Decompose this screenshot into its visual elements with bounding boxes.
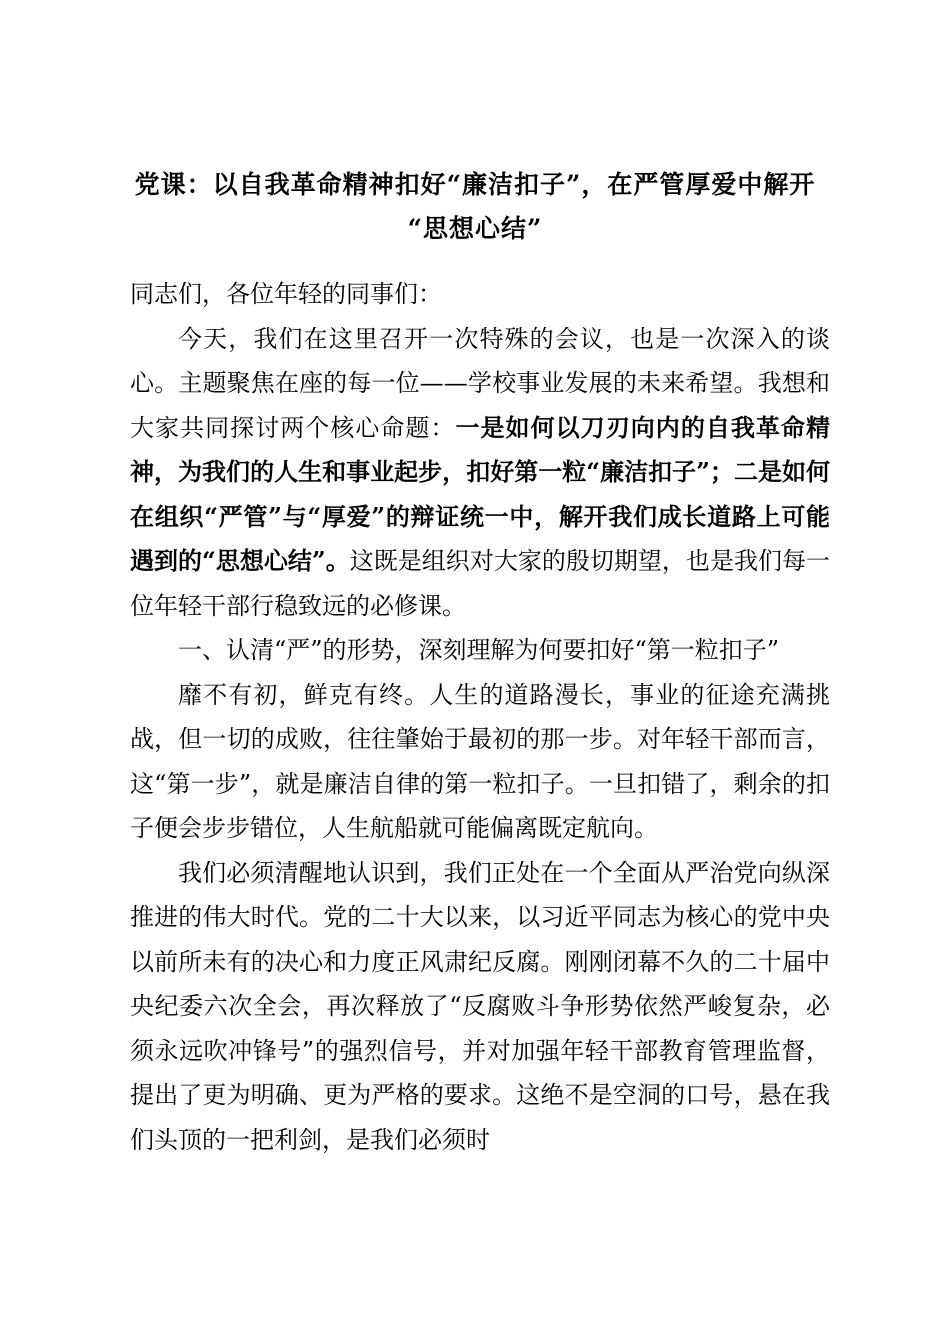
paragraph-first-button: 靡不有初，鲜克有终。人生的道路漫长，事业的征途充满挑战，但一切的成败，往往肇始于最初的那一步。对年轻干部而言，这“第一步”，就是廉洁自律的第一粒扣子。一旦扣错了，剩余的扣子便会步步错位，人生航船就可能偏离既定航向。 — [130, 680, 830, 842]
document-title — [115, 163, 835, 251]
document-body — [130, 272, 830, 1162]
section-heading-1: 一、认清“严”的形势，深刻理解为何要扣好“第一粒扣子” — [178, 636, 780, 664]
salutation: 同志们，各位年轻的同事们： — [130, 280, 442, 308]
paragraph-intro — [130, 317, 830, 629]
intro-text-end: 这既是组织对大家的殷切期望，也是我们每一位年轻干部行稳致远的必修课。 — [130, 547, 831, 620]
title-line-1: 党课：以自我革命精神扣好“廉洁扣子”，在严管厚爱中解开 — [134, 170, 816, 199]
intro-text-start: 今天，我们在这里召开一次特殊的会议，也是一次深入的谈心。主题聚焦在座的每一位——学校事业发展的未来希望。我想和大家共同探讨两个核心命题： — [130, 324, 830, 442]
paragraph-strict-situation: 我们必须清醒地认识到，我们正处在一个全面从严治党向纵深推进的伟大时代。党的二十大以来，以习近平同志为核心的党中央以前所未有的决心和力度正风肃纪反腐。刚刚闭幕不久的二十届中央纪委六次全会，再次释放了“反腐败斗争形势依然严峻复杂，必须永远吹冲锋号”的强烈信号，并对加强年轻干部教育管理监督，提出了更为明确、更为严格的要求。这绝不是空洞的口号，悬在我们头顶的一把利剑，是我们必须时 — [130, 858, 830, 1154]
intro-core-propositions: 一是如何以刀刃向内的自我革命精神，为我们的人生和事业起步，扣好第一粒“廉洁扣子”；二是如何在组织“严管”与“厚爱”的辩证统一中，解开我们成长道路上可能遇到的“思想心结”。 — [130, 412, 831, 575]
title-line-2: “思想心结” — [407, 214, 543, 243]
